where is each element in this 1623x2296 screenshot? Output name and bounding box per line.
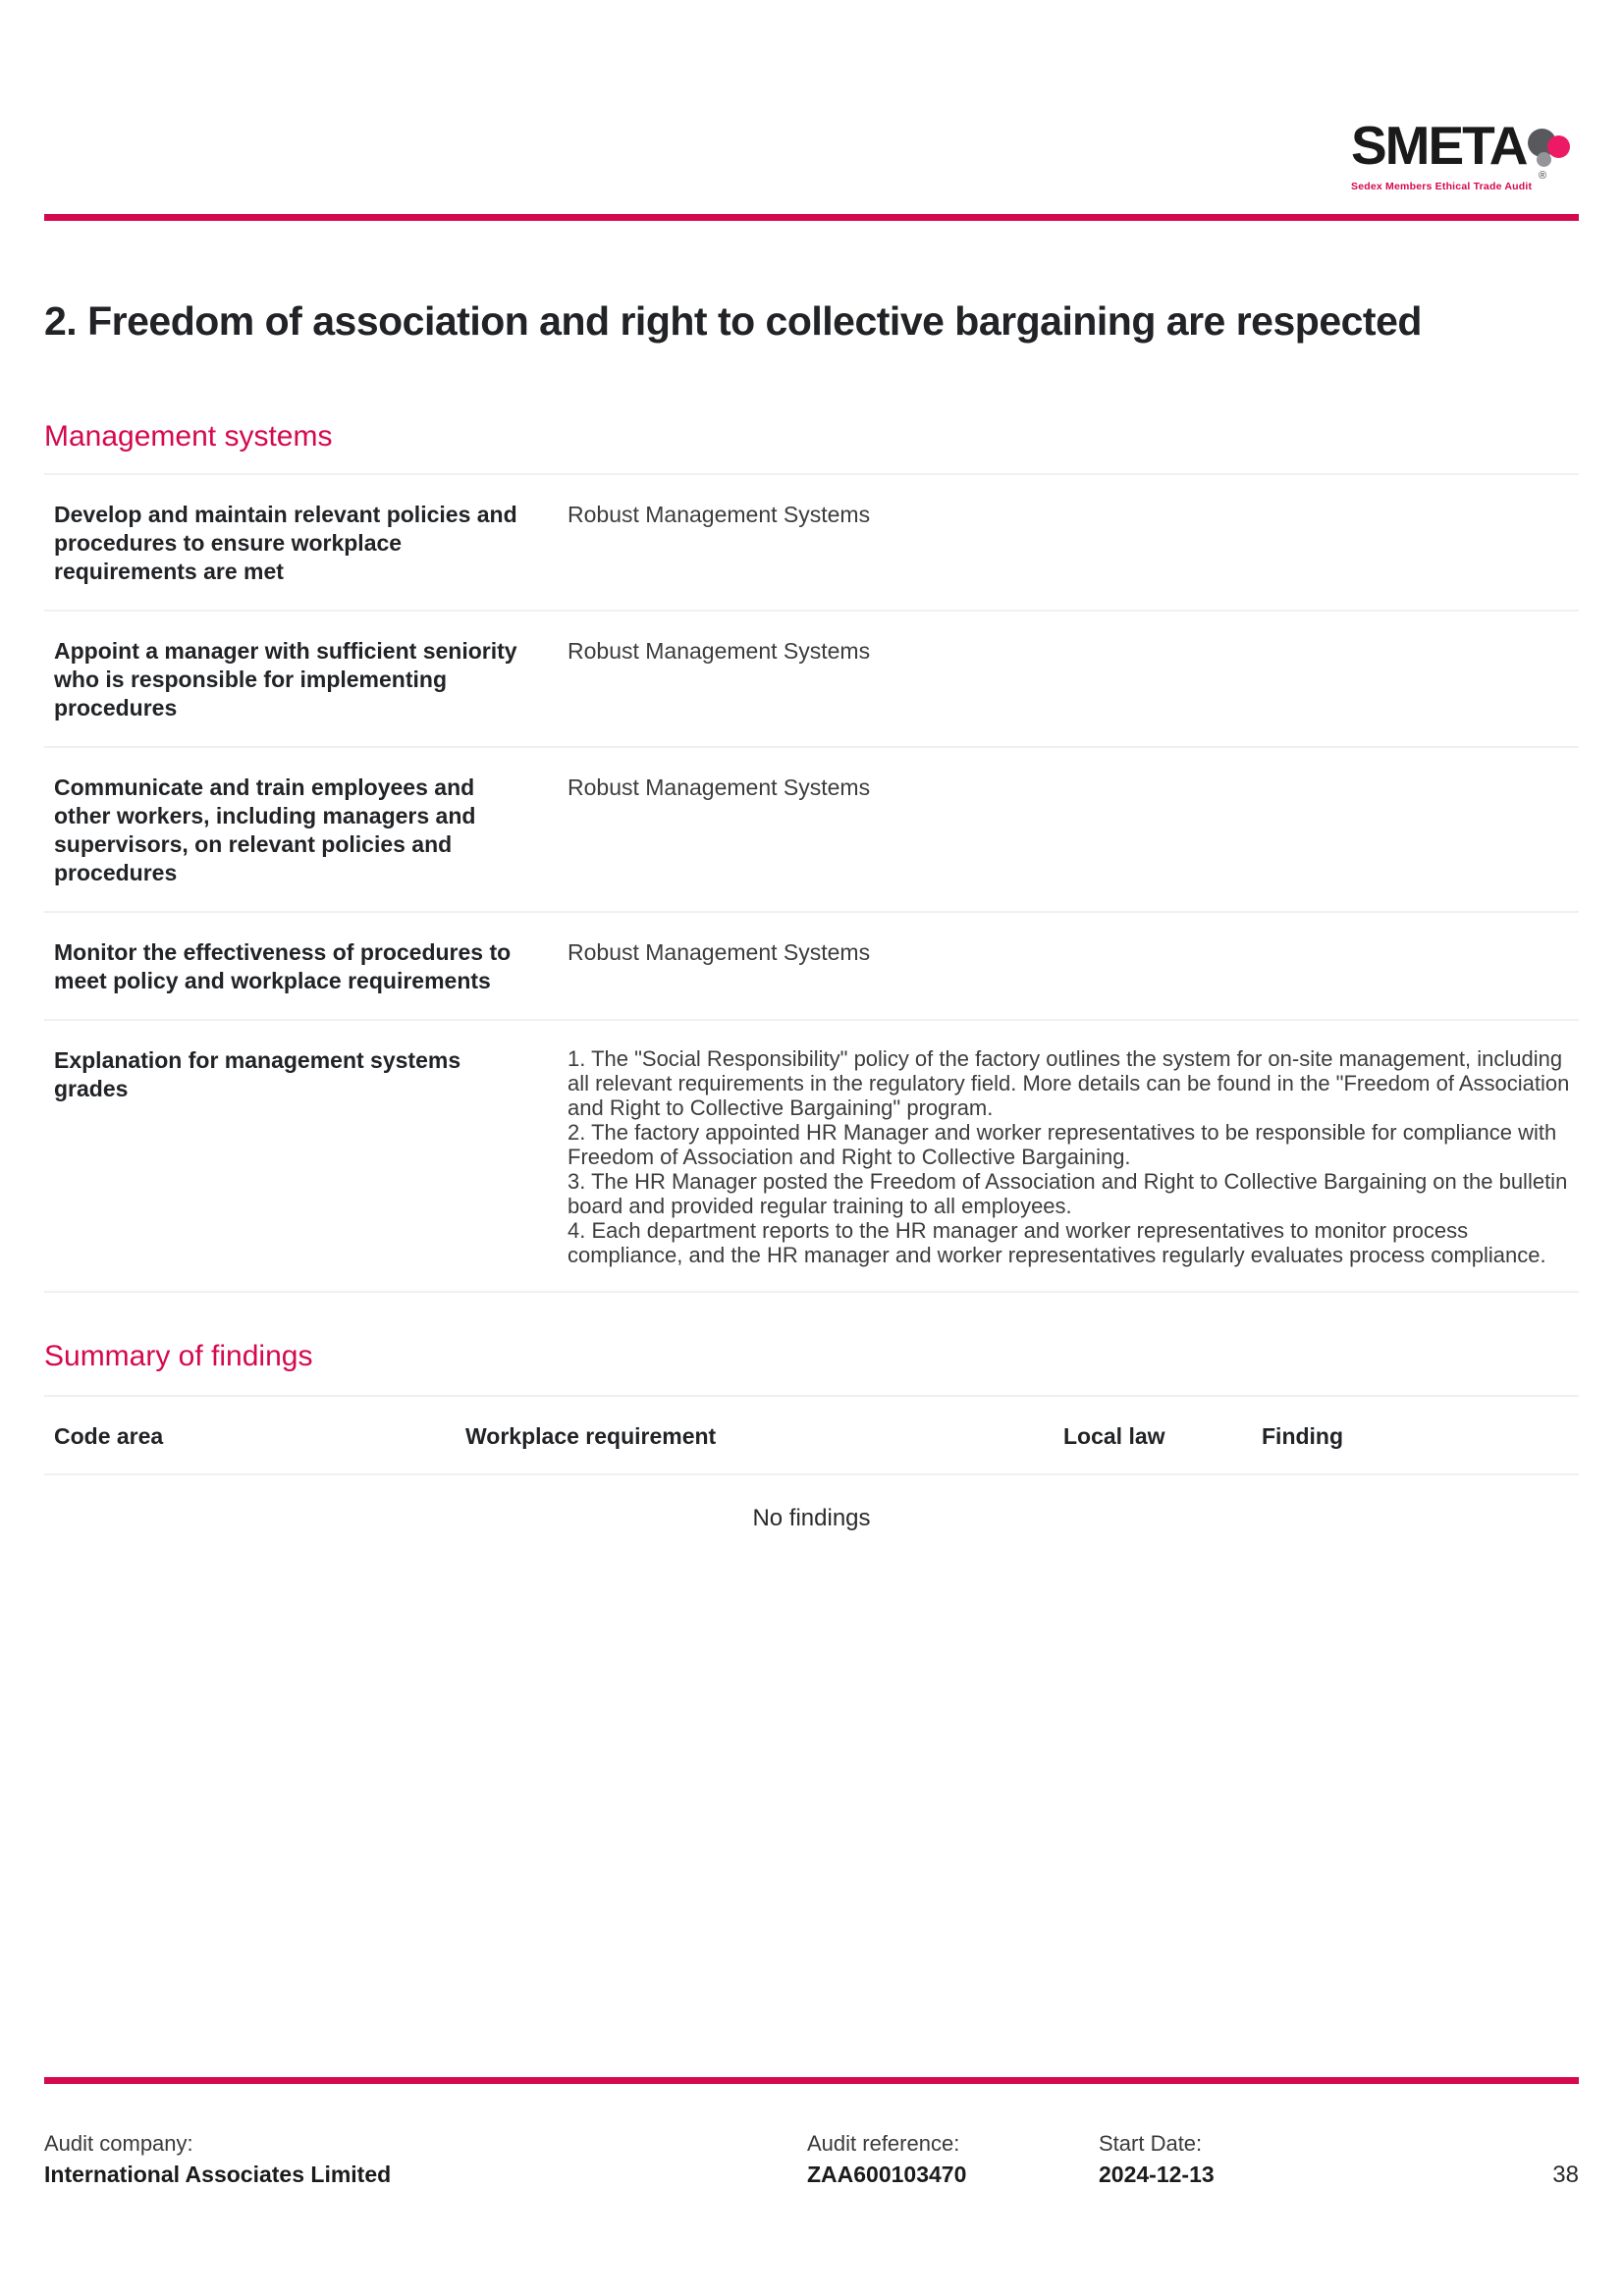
summary-of-findings-table (44, 1395, 1579, 1532)
table-row (44, 612, 1579, 748)
page-content (0, 214, 1623, 1532)
audit-reference-label: Audit reference: (807, 2131, 960, 2156)
smeta-logo (1351, 116, 1579, 200)
row-value: Robust Management Systems (568, 502, 871, 527)
table-row (44, 475, 1579, 612)
page-number: 38 (1552, 2162, 1579, 2188)
logo-circle-pink-icon (1547, 135, 1570, 158)
column-header-workplace-requirement: Workplace requirement (465, 1423, 717, 1449)
summary-of-findings-heading: Summary of findings (44, 1340, 313, 1372)
registered-trademark-symbol: ® (1539, 170, 1547, 182)
row-label: Communicate and train employees and other workers, including managers and supervisors, on relevant policies and procedures (54, 774, 476, 885)
row-label: Appoint a manager with sufficient seniority who is responsible for implementing procedures (54, 638, 517, 721)
page-footer (44, 2077, 1579, 2205)
management-systems-heading: Management systems (44, 420, 333, 453)
audit-company-value: International Associates Limited (44, 2162, 392, 2187)
logo-tagline: Sedex Members Ethical Trade Audit (1351, 181, 1533, 192)
row-label: Monitor the effectiveness of procedures to meet policy and workplace requirements (54, 939, 512, 993)
footer-info (44, 2084, 1579, 2202)
column-header-finding: Finding (1262, 1423, 1344, 1449)
explanation-item: 1. The "Social Responsibility" policy of the factory outlines the system for on-site management, including all relevant requirements in the regulatory field. More details can be found in the "Freedom of Association and Right to Collective Bargaining" program. (568, 1046, 1570, 1120)
column-header-local-law: Local law (1063, 1423, 1165, 1449)
page-title: 2. Freedom of association and right to collective bargaining are respected (44, 298, 1422, 344)
explanation-item: 4. Each department reports to the HR manager and worker representatives to monitor process compliance, and the HR manager and worker representatives regularly evaluates process compliance. (568, 1218, 1546, 1267)
page-header (0, 0, 1623, 214)
table-row-explanation (44, 1021, 1579, 1293)
explanation-item: 2. The factory appointed HR Manager and worker representatives to be responsible for compliance with Freedom of Association and Right to Collective Bargaining. (568, 1120, 1557, 1169)
start-date-value: 2024-12-13 (1099, 2162, 1215, 2187)
row-value: Robust Management Systems (568, 774, 871, 800)
table-header-row (44, 1395, 1579, 1475)
audit-company-label: Audit company: (44, 2131, 193, 2156)
footer-divider-rule (44, 2077, 1579, 2084)
audit-reference-value: ZAA600103470 (807, 2162, 967, 2187)
row-label: Explanation for management systems grades (54, 1047, 461, 1101)
header-divider-rule (44, 214, 1579, 221)
start-date-label: Start Date: (1099, 2131, 1203, 2156)
management-systems-table (44, 473, 1579, 1293)
explanation-item: 3. The HR Manager posted the Freedom of Association and Right to Collective Bargaining on the bulletin board and provided regular training to all employees. (568, 1169, 1568, 1218)
row-value-explanation (568, 1046, 1579, 1267)
table-row (44, 748, 1579, 913)
row-value: Robust Management Systems (568, 638, 871, 664)
table-row (44, 913, 1579, 1021)
no-findings-message: No findings (752, 1505, 871, 1531)
column-header-code-area: Code area (54, 1423, 164, 1449)
logo-circle-gray-icon (1537, 152, 1551, 167)
row-value: Robust Management Systems (568, 939, 871, 965)
smeta-wordmark: SMETA (1351, 115, 1527, 176)
row-label: Develop and maintain relevant policies and procedures to ensure workplace requirements are met (54, 502, 517, 584)
